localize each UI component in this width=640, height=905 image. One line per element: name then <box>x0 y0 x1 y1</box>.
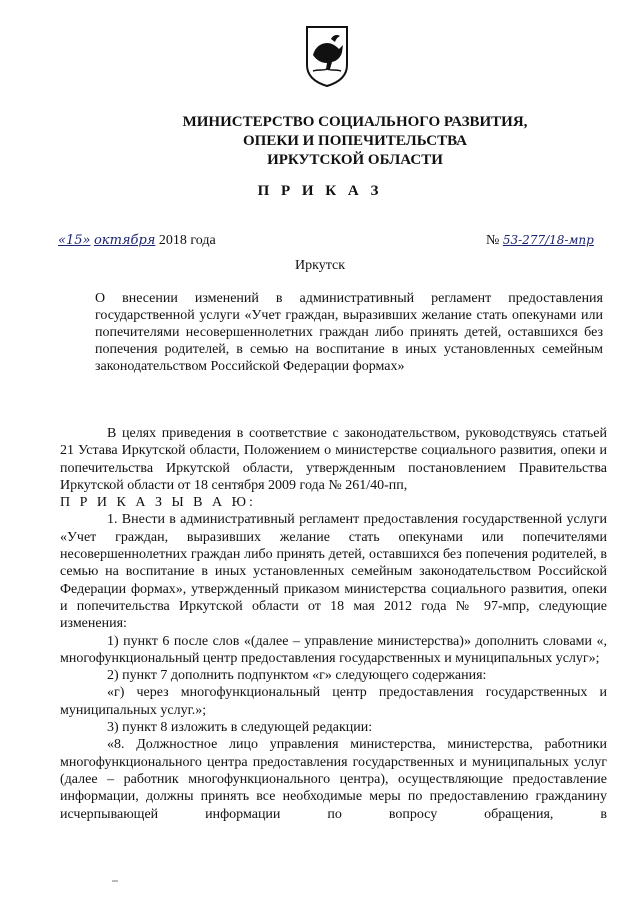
city: Иркутск <box>294 258 346 273</box>
ministry-header <box>150 113 560 170</box>
date-open-quote: « <box>58 233 66 248</box>
scan-artifact <box>112 880 118 882</box>
ministry-header-line-2: ОПЕКИ И ПОПЕЧИТЕЛЬСТВА <box>243 133 467 149</box>
date-day: 15 <box>65 233 83 248</box>
subitem-3-paragraph: 3) пункт 8 изложить в следующей редакции: <box>107 720 373 736</box>
ministry-header-line-1: МИНИСТЕРСТВО СОЦИАЛЬНОГО РАЗВИТИЯ, <box>182 114 528 130</box>
subitem-2-text-paragraph: «г) через многофункциональный центр предоставления государственных и муниципальных услуг.»; <box>60 685 607 718</box>
date-close-quote: » <box>82 233 91 248</box>
subitem-1-paragraph: 1) пункт 6 после слов «(далее – управление министерства)» дополнить словами «, многофункциональный центр предоставления государственных и муниципальных услуг»; <box>60 633 607 666</box>
order-title: П Р И К А З <box>257 183 383 199</box>
item-1-paragraph: 1. Внести в административный регламент предоставления государственной услуги «Учет граждан, выразивших желание стать опекунами или попечителями несовершеннолетних граждан либо принять детей, оставшихся без попечения родителей, в семью на воспитание в иных установленных семейным законодательством Российской Федерации формах», утвержденный приказом министерства социального развития, опеки и попечительства Иркутской области от 18 мая 2012 года № 97-мпр, следующие изменения: <box>60 512 607 632</box>
ministry-header-line-3: ИРКУТСКОЙ ОБЛАСТИ <box>267 152 443 168</box>
irkutsk-coat-of-arms-icon <box>305 25 349 87</box>
order-number-value: 53-277/18-мпр <box>502 233 594 247</box>
order-number <box>486 233 594 249</box>
preamble-paragraph: В целях приведения в соответствие с законодательством, руководствуясь статьей 21 Устава Иркутской области, Положением о министерстве социального развития, опеки и попечительства Иркутской области, утвержденным постановлением Правительства Иркутской области от 18 сентября 2009 года № 261/40-пп, <box>60 426 607 493</box>
subitem-3-text-paragraph: «8. Должностное лицо управления министерства, министерства, работники многофункционального центра предоставления государственных и муниципальных услуг (далее – работник многофункционального центра), осуществляющие предоставление информации, должны принять все необходимые меры по предоставлению гражданину исчерпывающей информации по вопросу обращения, в <box>60 737 607 822</box>
order-date <box>58 233 216 249</box>
order-number-prefix: № <box>486 233 500 248</box>
order-body <box>60 425 607 823</box>
order-subject: О внесении изменений в административный регламент предоставления государственной услуги «Учет граждан, выразивших желание стать опекунами или попечителями несовершеннолетних граждан либо принять детей, оставшихся без попечения родителей, в семью на воспитание в иных установленных семейным законодательством Российской Федерации формах» <box>95 291 603 374</box>
order-directive: П Р И К А З Ы В А Ю: <box>60 495 256 511</box>
date-year: 2018 года <box>158 233 216 248</box>
date-month: октября <box>93 233 156 248</box>
subitem-2-paragraph: 2) пункт 7 дополнить подпунктом «г» следующего содержания: <box>107 668 487 684</box>
